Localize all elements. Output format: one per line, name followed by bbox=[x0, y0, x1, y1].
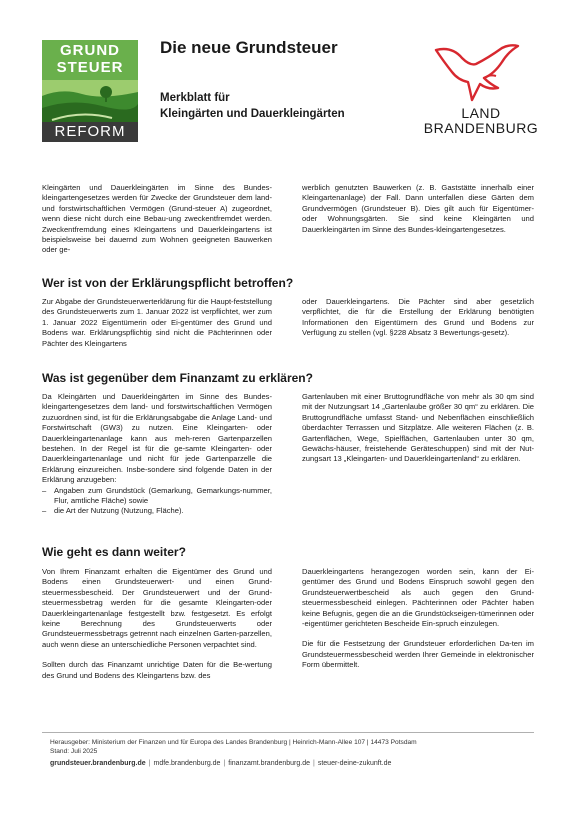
footer-info bbox=[50, 738, 530, 756]
section3-left-paragraph-2: Sollten durch das Finanzamt unrichtige Daten für die Be-wertung des Grund und Bodens des Kleingartens bzw. des bbox=[42, 660, 272, 680]
footer-separator: | bbox=[148, 760, 151, 767]
section1-right-paragraph: oder Dauerkleingartens. Die Pächter sind aber gesetzlich verpflichtet, die für die Erstellung der Erklärung benötigten Informationen den Eigentümern des Grund und Bodens zur Verfügung zu stellen (vgl. §228 Absatz 3 Bewertungs-gesetz). bbox=[302, 297, 534, 338]
logo-word-reform: REFORM bbox=[42, 122, 138, 142]
grundsteuer-reform-logo bbox=[42, 40, 138, 142]
footer-link-grundsteuer[interactable]: grundsteuer.brandenburg.de bbox=[50, 760, 146, 767]
section-heading-obligation: Wer ist von der Erklärungspflicht betroffen? bbox=[42, 276, 294, 290]
footer-divider bbox=[42, 732, 534, 733]
section3-right-block bbox=[302, 567, 534, 671]
footer-link-mdfe[interactable]: mdfe.brandenburg.de bbox=[153, 760, 221, 767]
section2-left-block bbox=[42, 392, 272, 517]
section3-right-paragraph-2: Die für die Festsetzung der Grundsteuer erforderlichen Da-ten im Grundsteuermessbescheid werden Ihrer Gemeinde in elektronischer Form übermittelt. bbox=[302, 639, 534, 670]
footer-separator: | bbox=[313, 760, 315, 767]
section2-left-paragraph: Da Kleingärten und Dauerkleingärten im Sinne des Bundes-kleingartengesetzes dem land- und forstwirtschaftlichen Vermögen zuzuordnen sind, ist für die Erklärungsabgabe die Anlage Land- und Forstwirtschaft (GW3) zu nutzen. Eine Kleingarten- oder Dauerkleingartenanlage kann aus meh-reren Gartenparzellen bestehen. In der Regel ist für die ge-samte Kleingarten- oder Dauerkleingartenanlage und nicht für jede Gartenparzelle die Erklärung einzureichen. Insbe-sondere sind folgende Daten in der Erklärung anzugeben: bbox=[42, 392, 272, 485]
section2-right-paragraph: Gartenlauben mit einer Bruttogrundfläche von mehr als 30 qm sind mit der Nutzungsart 14 „Gartenlaube größer 30 qm“ zu erklären. Die Bruttogrundfläche umfasst Stand- und Nebenflächen einschließlich überdachter Terrassen und Sitzplätze. Alle weiteren Flächen (z. B. Gartenflächen, Wege, Spielflächen, Gartenlauben unter 30 qm, Gewächs-häuser, freistehende Geräteschuppen) sind mit der Nut-zungsart 13 „Kleingarten- und Dauerkleingartenland“ zu erklären. bbox=[302, 392, 534, 464]
brandenburg-eagle-icon bbox=[432, 44, 520, 102]
section-heading-declaration: Was ist gegenüber dem Finanzamt zu erklären? bbox=[42, 371, 313, 385]
list-item: – die Art der Nutzung (Nutzung, Fläche). bbox=[42, 506, 272, 516]
land-brandenburg-wordmark bbox=[416, 106, 546, 136]
logo-word-steuer: STEUER bbox=[56, 59, 124, 76]
logo-word-grund: GRUND bbox=[60, 42, 120, 59]
intro-right-paragraph: werblich genutzten Bauwerken (z. B. Gaststätte innerhalb einer Kleingartenanlage) der Fall. Dann unterfallen diese Gärten dem Grundvermögen (Grundsteuer B). Dies gilt auch für Eigentümer- oder Wohnungsgärten. Sie sind keine Kleingärten und Dauerkleingärten im Sinne des Bundes-kleingartengesetzes. bbox=[302, 183, 534, 234]
page-title: Die neue Grundsteuer bbox=[160, 38, 338, 57]
footer-link-steuer-zukunft[interactable]: steuer-deine-zukunft.de bbox=[317, 760, 392, 767]
section3-left-paragraph-1: Von Ihrem Finanzamt erhalten die Eigentümer des Grund und Bodens einen Grundsteuerwert- und einen Grund-steuermessbescheid. Der Grundsteuerwert und der Grund-steuermessbetrag werden für die gesamte Kleingarten-oder Dauerkleingartenanlage festgestellt bzw. festgesetzt. Es erfolgt keine Berechnung des Grundsteuerwerts oder Grundsteuermessbetrags getrennt nach einzelnen Garten-parzellen, auch wenn diese an unterschiedliche Personen verpachtet sind. bbox=[42, 567, 272, 649]
section-heading-next-steps: Wie geht es dann weiter? bbox=[42, 545, 186, 559]
intro-left-paragraph: Kleingärten und Dauerkleingärten im Sinne des Bundes-kleingartengesetzes werden für Zwecke der Grundsteuer dem land- und forstwirtschaftlichen Vermögen (Grund-steuer A) zugeordnet, wenn diese nicht durch eine Bebau-ung zweckentfremdet werden. Zweckentfremdung eines Kleingartens und Dauerkleingartens ist beispielsweise bei dauernd zum Wohnen geeigneten Bauwerken oder ge- bbox=[42, 183, 272, 255]
footer-separator: | bbox=[223, 760, 226, 767]
section1-left-paragraph: Zur Abgabe der Grundsteuerwerterklärung für die Haupt-feststellung des Grundsteuerwerts zum 1. Januar 2022 ist verpflichtet, wer zum 1. Januar 2022 Eigentümerin oder Ei-gentümer des Grund und Bodens war. Erklärungspflichtig sind nicht die Pächterinnen oder Pächter des Kleingartens bbox=[42, 297, 272, 348]
brandenburg-word: BRANDENBURG bbox=[423, 120, 539, 136]
footer-status: Stand: Juli 2025 bbox=[50, 748, 98, 755]
list-item: – Angaben zum Grundstück (Gemarkung, Gemarkungs-nummer, Flur, amtliche Fläche) sowie bbox=[42, 486, 272, 507]
page-subtitle bbox=[160, 90, 400, 122]
subtitle-line-2: Kleingärten und Dauerkleingärten bbox=[160, 108, 345, 120]
logo-top-band bbox=[42, 40, 138, 80]
subtitle-line-1: Merkblatt für bbox=[160, 92, 230, 104]
footer-links bbox=[50, 759, 391, 768]
footer-link-finanzamt[interactable]: finanzamt.brandenburg.de bbox=[228, 760, 311, 767]
land-word: LAND bbox=[461, 105, 501, 121]
section2-bullet-list bbox=[42, 486, 272, 517]
footer-publisher: Herausgeber: Ministerium der Finanzen und für Europa des Landes Brandenburg | Heinrich-Mann-Allee 107 | 14473 Potsdam bbox=[50, 739, 417, 746]
logo-landscape-icon bbox=[42, 80, 138, 122]
section3-right-paragraph-1: Dauerkleingartens herangezogen worden sein, kann der Ei-gentümer des Grund und Bodens Einspruch sowohl gegen den Grundsteuerwertbescheid als auch gegen den Grund-steuermessbescheid einlegen. Pächterinnen oder Pächter haben keine Befugnis, gegen die an die Grundstückseigen-tümerinnen oder -eigentümer gerichteten Bescheide Ein-spruch einzulegen. bbox=[302, 567, 534, 629]
section3-left-block bbox=[42, 567, 272, 681]
